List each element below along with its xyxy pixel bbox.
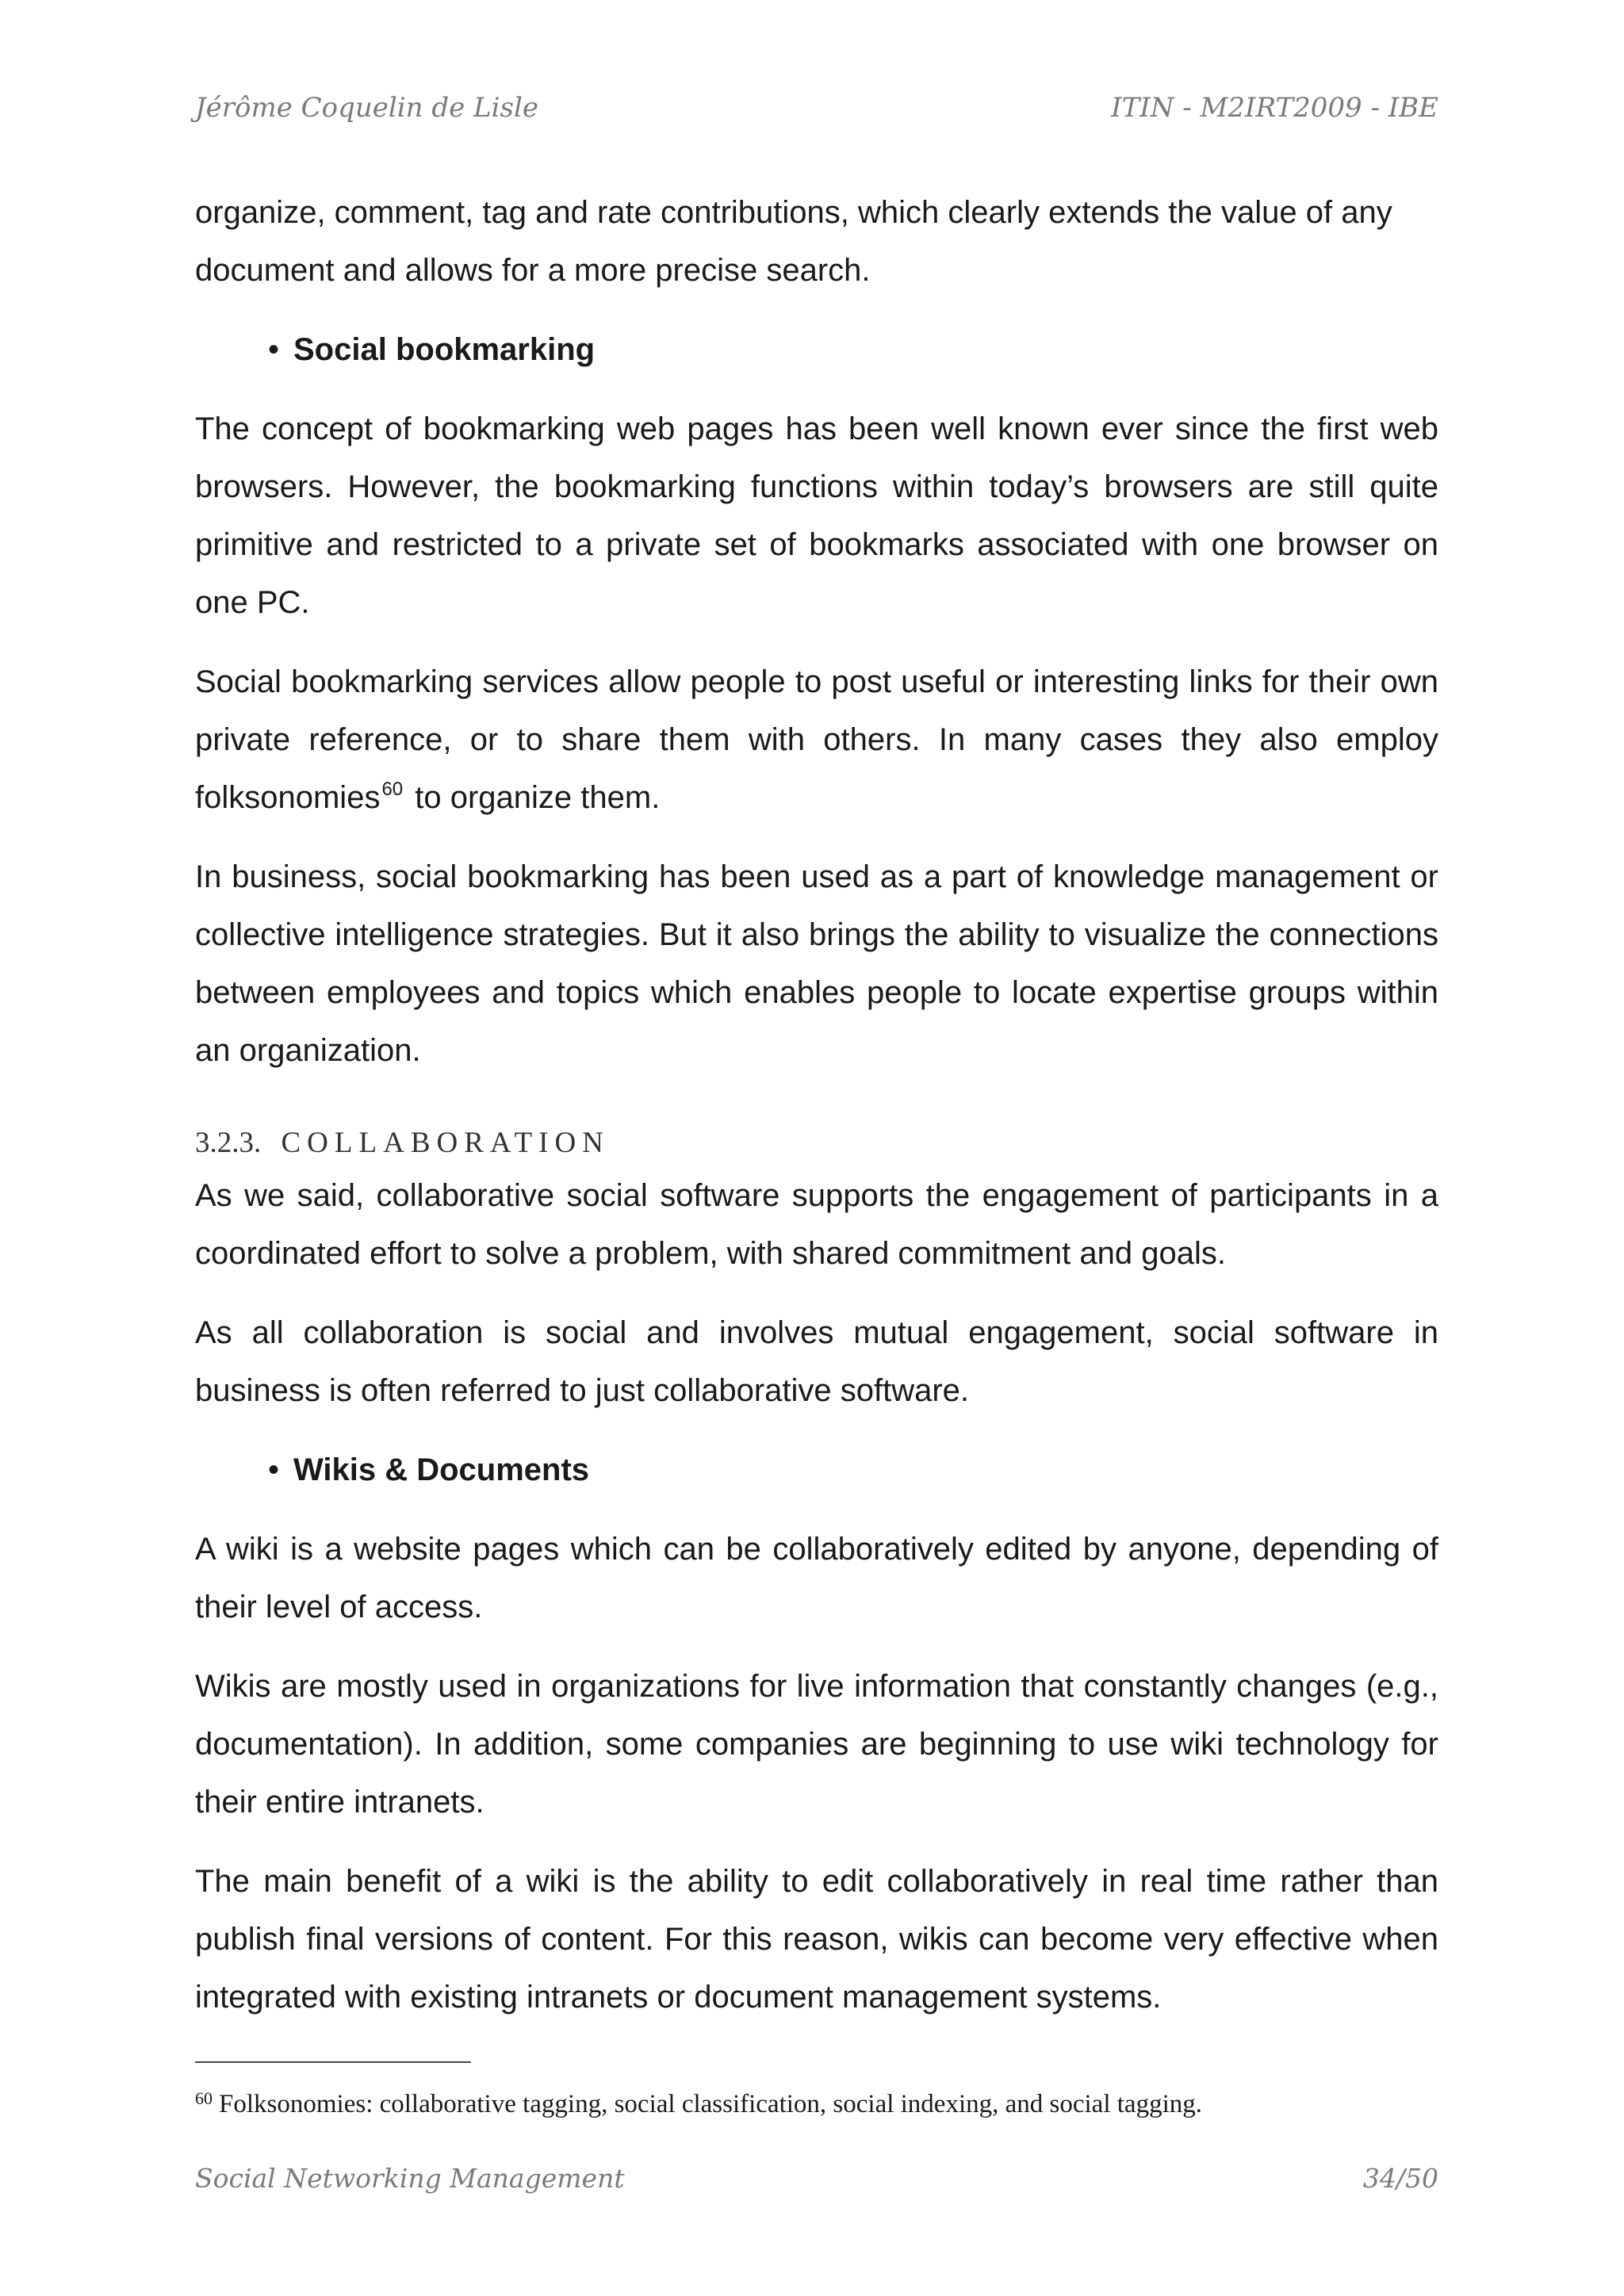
wiki-paragraph-3: The main benefit of a wiki is the ability to edit collaboratively in real time rather than publish final versions of content. For this reason, wikis can become very effective when integrated with existing intranets or document management systems. — [195, 1864, 1438, 2015]
section-title: COLLABORATION — [281, 1127, 610, 1159]
footnote-number: 60 — [195, 2088, 213, 2108]
footnote — [195, 2079, 1438, 2124]
bullet-label: Wikis & Documents — [293, 1452, 590, 1487]
bullet-wikis-documents — [195, 1441, 1438, 1499]
footnote-reference[interactable]: 60 — [381, 779, 404, 800]
bookmarking-paragraph-2 — [195, 653, 1438, 827]
bookmarking-p2-text: Social bookmarking services allow people to post useful or interesting links for their own private reference, or to share them with others. In many cases they also employ folksonomies — [195, 664, 1438, 815]
collaboration-paragraph-2: As all collaboration is social and involves mutual engagement, social software in business is often referred to just collaborative software. — [195, 1315, 1438, 1408]
section-number: 3.2.3. — [195, 1127, 262, 1159]
bullet-label: Social bookmarking — [293, 332, 596, 367]
bookmarking-paragraph-3: In business, social bookmarking has been used as a part of knowledge management or collective intelligence strategies. But it also brings the ability to visualize the connections between employees and topics which enables people to locate expertise groups within an organization. — [195, 859, 1438, 1068]
footnote-text: Folksonomies: collaborative tagging, social classification, social indexing, and social tagging. — [219, 2090, 1202, 2118]
header-course: ITIN - M2IRT2009 - IBE — [1111, 92, 1438, 124]
body-text — [195, 184, 1438, 2048]
running-footer — [195, 2163, 1438, 2194]
bullet-dot-icon: • — [268, 332, 280, 367]
footer-title: Social Networking Management — [195, 2163, 625, 2194]
bullet-social-bookmarking — [195, 321, 1438, 379]
page-number: 34/50 — [1362, 2163, 1438, 2194]
header-author: Jérôme Coquelin de Lisle — [195, 92, 538, 124]
footnote-divider — [195, 2061, 471, 2063]
wiki-paragraph-1: A wiki is a website pages which can be collaboratively edited by anyone, depending of their level of access. — [195, 1532, 1438, 1624]
running-header — [195, 92, 1438, 124]
bookmarking-p2-tail: to organize them. — [406, 780, 661, 815]
bullet-dot-icon: • — [268, 1452, 280, 1487]
bookmarking-paragraph-1: The concept of bookmarking web pages has been well known ever since the first web browsers. However, the bookmarking functions within today’s browsers are still quite primitive and restricted to a private set of bookmarks associated with one browser on one PC. — [195, 411, 1438, 620]
collaboration-paragraph-1: As we said, collaborative social software supports the engagement of participants in a coordinated effort to solve a problem, with shared commitment and goals. — [195, 1178, 1438, 1271]
wiki-paragraph-2: Wikis are mostly used in organizations for live information that constantly changes (e.g., documentation). In addition, some companies are beginning to use wiki technology for their entire intranets. — [195, 1669, 1438, 1820]
section-heading — [195, 1119, 1438, 1167]
intro-paragraph: organize, comment, tag and rate contributions, which clearly extends the value of any document and allows for a more precise search. — [195, 195, 1392, 288]
